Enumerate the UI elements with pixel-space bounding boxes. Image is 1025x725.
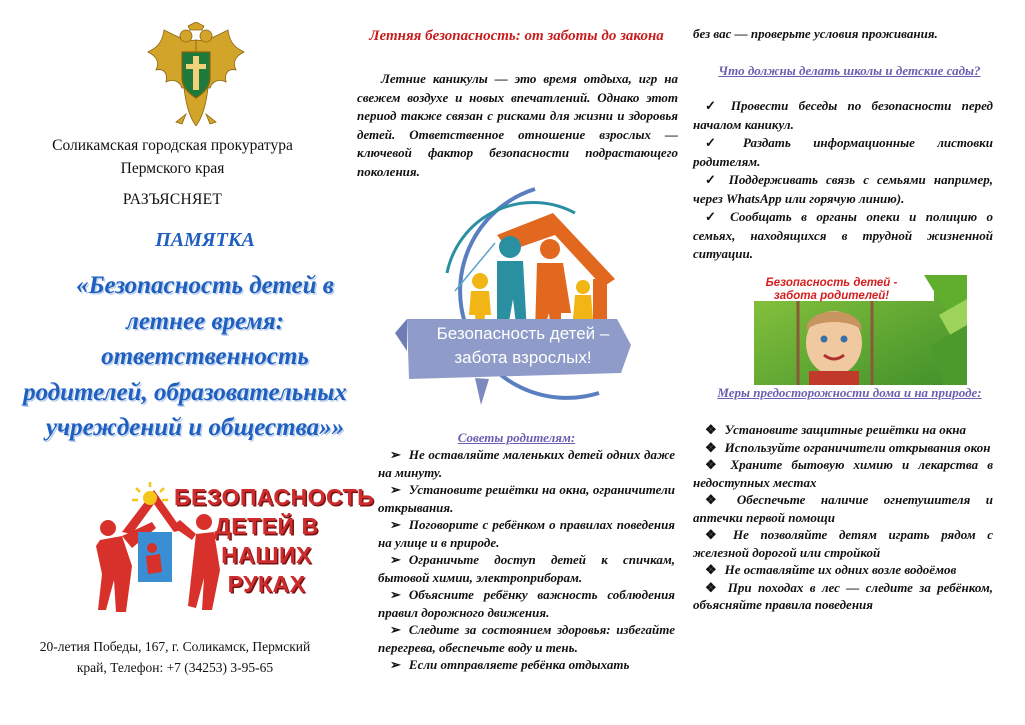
- tip-item: [378, 516, 675, 551]
- precaution-text: Храните бытовую химию и лекарства в недоступных местах: [693, 457, 994, 490]
- precaution-item: [693, 561, 993, 579]
- logo-text-line3: НАШИХ: [221, 542, 312, 568]
- organization-name-line1: Соликамская городская прокуратура: [52, 137, 293, 154]
- leaflet-title: [23, 268, 380, 446]
- tip-item: [378, 551, 675, 586]
- arrow-bullet-icon: ➢: [390, 552, 401, 567]
- organization-name-line2: Пермского края: [120, 160, 225, 177]
- check-bullet-icon: ✓: [705, 209, 723, 224]
- check-bullet-icon: ✓: [705, 172, 721, 187]
- school-item: [693, 171, 993, 208]
- school-item-text: Сообщать в органы опеки и полицию о семьях, находящихся в трудной жизненной ситуации.: [693, 209, 993, 261]
- precaution-item: [693, 491, 993, 526]
- photo-caption: [739, 277, 924, 303]
- precautions-list: [693, 421, 993, 614]
- tip-text: Ограничьте доступ детей к спичкам, бытовой химии, электроприборам.: [378, 552, 675, 585]
- summer-safety-heading: Летняя безопасность: от заботы до закона: [369, 28, 664, 44]
- check-bullet-icon: ✓: [705, 98, 723, 113]
- tip-item: [378, 656, 675, 674]
- precaution-item: [693, 526, 993, 561]
- arrow-bullet-icon: ➢: [390, 657, 401, 672]
- arrow-bullet-icon: ➢: [390, 447, 401, 462]
- tip-text: Не оставляйте маленьких детей одних даже на минуту.: [378, 447, 675, 480]
- parents-tips-list: [378, 446, 675, 674]
- tip-text: Следите за состоянием здоровья: избегайте перегрева, обеспечьте воду и тень.: [378, 622, 675, 655]
- tip-item: [378, 481, 675, 516]
- diamond-bullet-icon: ❖: [705, 579, 720, 595]
- school-item: [693, 97, 993, 134]
- memo-label: ПАМЯТКА: [155, 229, 255, 251]
- school-item: [693, 208, 993, 264]
- tip-text: Установите решётки на окна, ограничители открывания.: [378, 482, 675, 515]
- logo-text-line4: РУКАХ: [227, 571, 306, 597]
- intro-paragraph: Летние каникулы — это время отдыха, игр на свежем воздухе и новых впечатлений. Однако этот период также связан с рисками для жизни и здоровья детей. Ответственное отношение взрослых — ключевой фактор безопасности подрастающего поколения.: [357, 71, 678, 179]
- organization-name: [0, 134, 345, 180]
- diamond-bullet-icon: ❖: [705, 439, 717, 455]
- school-item-text: Провести беседы по безопасности перед началом каникул.: [693, 98, 993, 132]
- left-panel: [0, 0, 375, 725]
- precaution-item: [693, 421, 993, 439]
- tip-text: Поговорите с ребёнком о правилах поведения на улице и в природе.: [378, 517, 675, 550]
- schools-list: [693, 97, 993, 264]
- school-item-text: Поддерживать связь с семьями например, через WhatsApp или горячую линию).: [693, 172, 993, 206]
- banner-slogan: [413, 322, 633, 370]
- school-item: [693, 134, 993, 171]
- schools-heading: Что должны делать школы и детские сады?: [718, 63, 981, 78]
- precaution-text: Не оставляйте их одних возле водоёмов: [724, 562, 957, 577]
- tip-text: Объясните ребёнку важность соблюдения правил дорожного движения.: [378, 587, 675, 620]
- address-line1: 20-летия Победы, 167, г. Соликамск, Пермский: [39, 639, 311, 654]
- tip-item: [378, 621, 675, 656]
- address-block: [20, 636, 330, 678]
- right-panel: [687, 0, 1025, 725]
- tip-item: [378, 586, 675, 621]
- precaution-text: Установите защитные решётки на окна: [724, 422, 967, 437]
- precaution-item: [693, 456, 993, 491]
- diamond-bullet-icon: ❖: [705, 527, 726, 542]
- banner-slogan-line1: Безопасность детей –: [436, 324, 610, 343]
- leaflet-title-line3: ответственность: [101, 343, 309, 370]
- diamond-bullet-icon: ❖: [705, 422, 717, 437]
- diamond-bullet-icon: ❖: [705, 562, 717, 577]
- diamond-bullet-icon: ❖: [705, 457, 723, 472]
- explains-label: РАЗЪЯСНЯЕТ: [122, 191, 223, 208]
- leaflet-title-line1: «Безопасность детей в: [76, 272, 334, 299]
- parents-tips-heading: Советы родителям:: [457, 430, 576, 445]
- precaution-text: Используйте ограничители открывания окон: [724, 439, 991, 455]
- precaution-item: [693, 439, 993, 457]
- logo-text-line2: ДЕТЕЙ В: [214, 513, 319, 539]
- precautions-heading: Меры предосторожности дома и на природе:: [717, 385, 982, 400]
- school-item-text: Раздать информационные листовки родителям.: [693, 135, 993, 169]
- leaflet-title-line2: летнее время:: [126, 307, 284, 335]
- tip-text: Если отправляете ребёнка отдыхать: [408, 657, 630, 672]
- prosecutor-emblem-icon: [146, 22, 246, 126]
- photo-caption-line2: забота родителей!: [773, 290, 890, 302]
- leaflet-title-line5: учреждений и общества»»: [45, 414, 345, 441]
- diamond-bullet-icon: ❖: [705, 492, 729, 507]
- family-house-illustration: [385, 183, 650, 431]
- arrow-bullet-icon: ➢: [390, 622, 401, 637]
- precaution-text: Не позволяйте детям играть рядом с железной дорогой или стройкой: [693, 527, 994, 560]
- leaflet-title-line4: родителей, образовательных: [23, 378, 347, 406]
- arrow-bullet-icon: ➢: [390, 482, 401, 497]
- check-bullet-icon: ✓: [705, 135, 735, 150]
- precaution-text: Обеспечьте наличие огнетушителя и аптечки первой помощи: [693, 492, 993, 525]
- logo-text: [174, 483, 375, 599]
- continued-tip-text: без вас — проверьте условия проживания.: [693, 26, 938, 41]
- address-line2: край, Телефон: +7 (34253) 3-95-65: [76, 660, 274, 675]
- banner-slogan-line2: забота взрослых!: [454, 348, 592, 367]
- logo-text-line1: БЕЗОПАСНОСТЬ: [174, 484, 375, 510]
- precaution-text: При походах в лес — следите за ребёнком, объясняйте правила поведения: [693, 579, 994, 612]
- precaution-item: [693, 579, 993, 614]
- tip-item: [378, 446, 675, 481]
- photo-caption-line1: Безопасность детей -: [765, 277, 898, 289]
- arrow-bullet-icon: ➢: [390, 517, 401, 532]
- middle-panel: [345, 0, 687, 725]
- arrow-bullet-icon: ➢: [390, 587, 401, 602]
